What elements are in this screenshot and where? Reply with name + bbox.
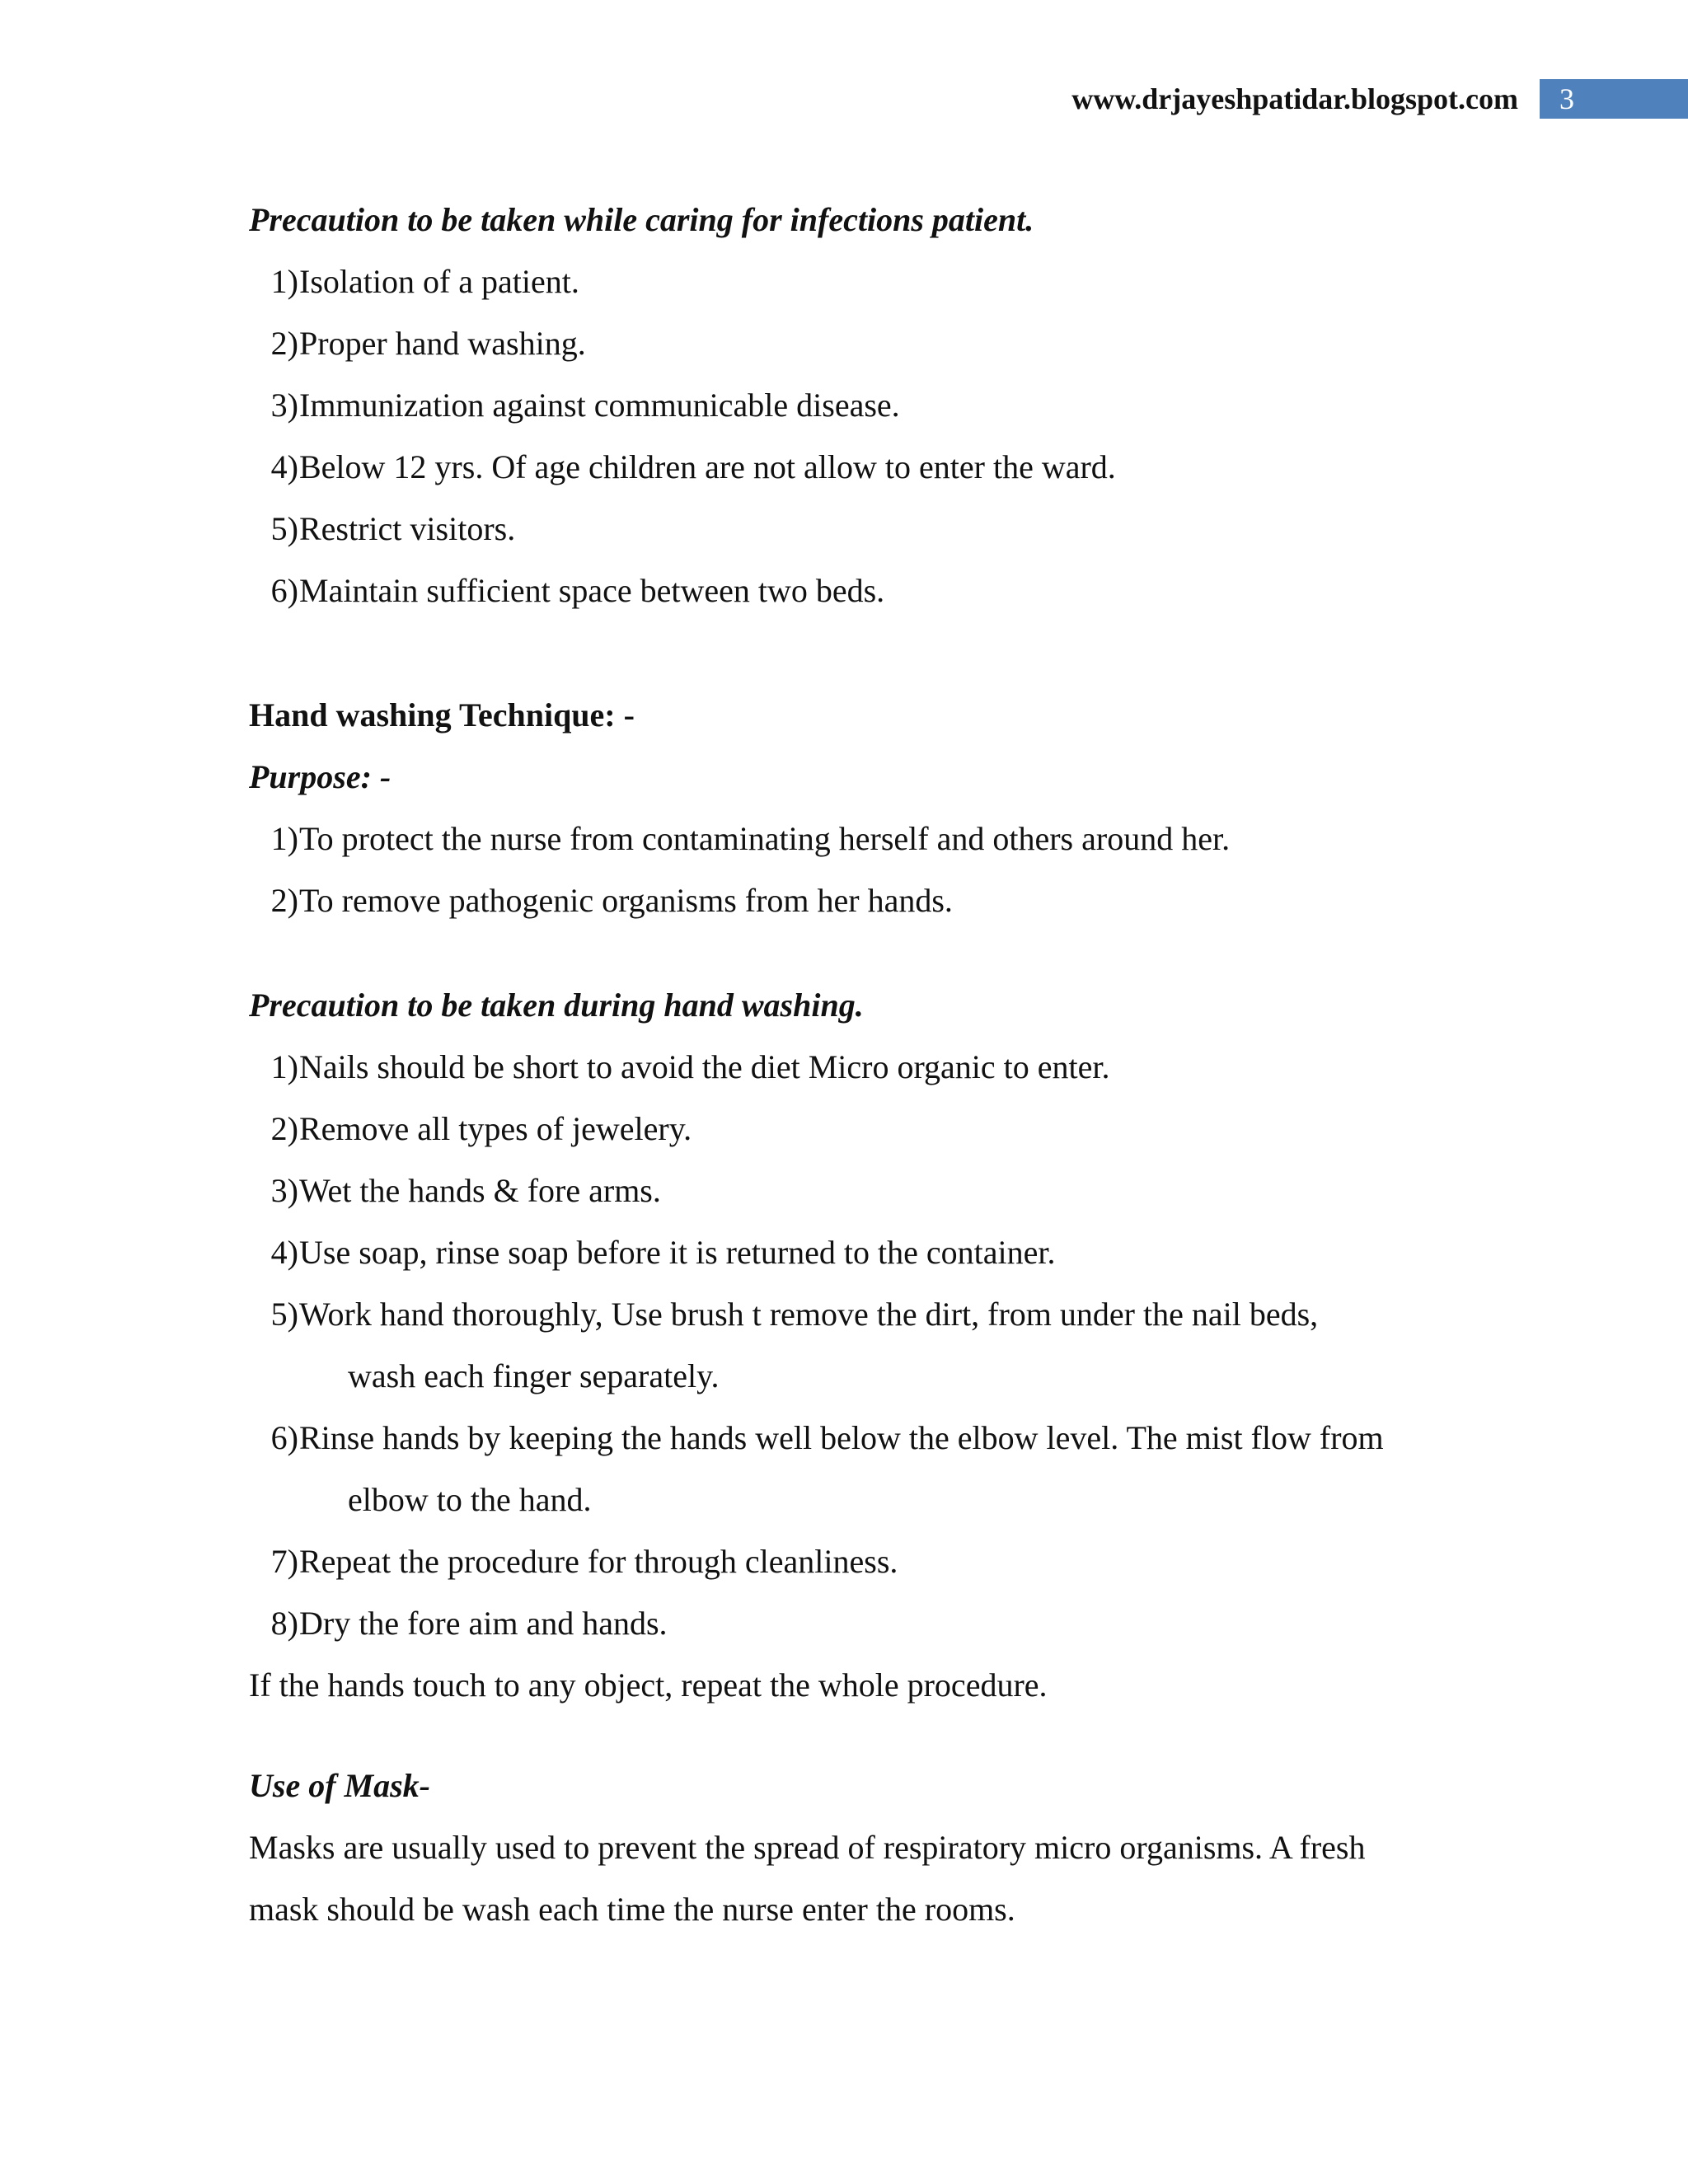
heading-use-of-mask: Use of Mask-: [249, 1767, 430, 1804]
list-item-continuation: elbow to the hand.: [348, 1481, 592, 1518]
mask-paragraph-line: mask should be wash each time the nurse enter the rooms.: [249, 1891, 1015, 1928]
page-body: Precaution to be taken while caring for infections patient. 1) Isolation of a patient. 2) Proper hand washing. 3) Immunization against communicable disease. 4) Below 12 yrs. Of age children are not allow to enter the ward. 5) Restrict visitors. 6) Maintain sufficient space between two beds. Hand washing Technique: - Purpose: - 1) To protect the nurse from contaminating herself and others around her. 2) To remove pathogenic organisms from her hands. Precaution to be taken during hand washing. 1) Nails should be short to avoid the diet Micro organic to enter. 2) Remove all types of jewelery. 3) Wet the hands & fore arms. 4) Use soap, rinse soap before it is returned to the container. 5) Work hand thoroughly, Use brush t remove the dirt, from under the nail beds, wash each finger separately. 6) Rinse hands by keeping the hands well below the elbow level. The mist flow from elbow to the hand. 7) Repeat the procedure for through cleanliness. 8) Dry the fore aim and hands. If the hands touch to any object, repeat the whole procedure. Use of Mask- Masks are usually used to prevent the spread of respiratory micro organisms. A fresh mask should be wash each time the nurse enter the rooms.: [0, 0, 1688, 2184]
mask-paragraph-line: Masks are usually used to prevent the spread of respiratory micro organisms. A fresh: [249, 1829, 1366, 1866]
list-item-continuation: wash each finger separately.: [348, 1357, 720, 1394]
heading-purpose: Purpose: -: [249, 758, 392, 795]
heading-hand-washing: Hand washing Technique: -: [249, 696, 635, 733]
heading-precaution-infection: Precaution to be taken while caring for infections patient.: [249, 201, 1034, 238]
page-number: 3: [1559, 82, 1574, 115]
header-url: www.drjayeshpatidar.blogspot.com: [1071, 82, 1518, 115]
hand-washing-note: If the hands touch to any object, repeat the whole procedure.: [249, 1666, 1048, 1704]
heading-precaution-hand-washing: Precaution to be taken during hand washing.: [249, 987, 864, 1024]
